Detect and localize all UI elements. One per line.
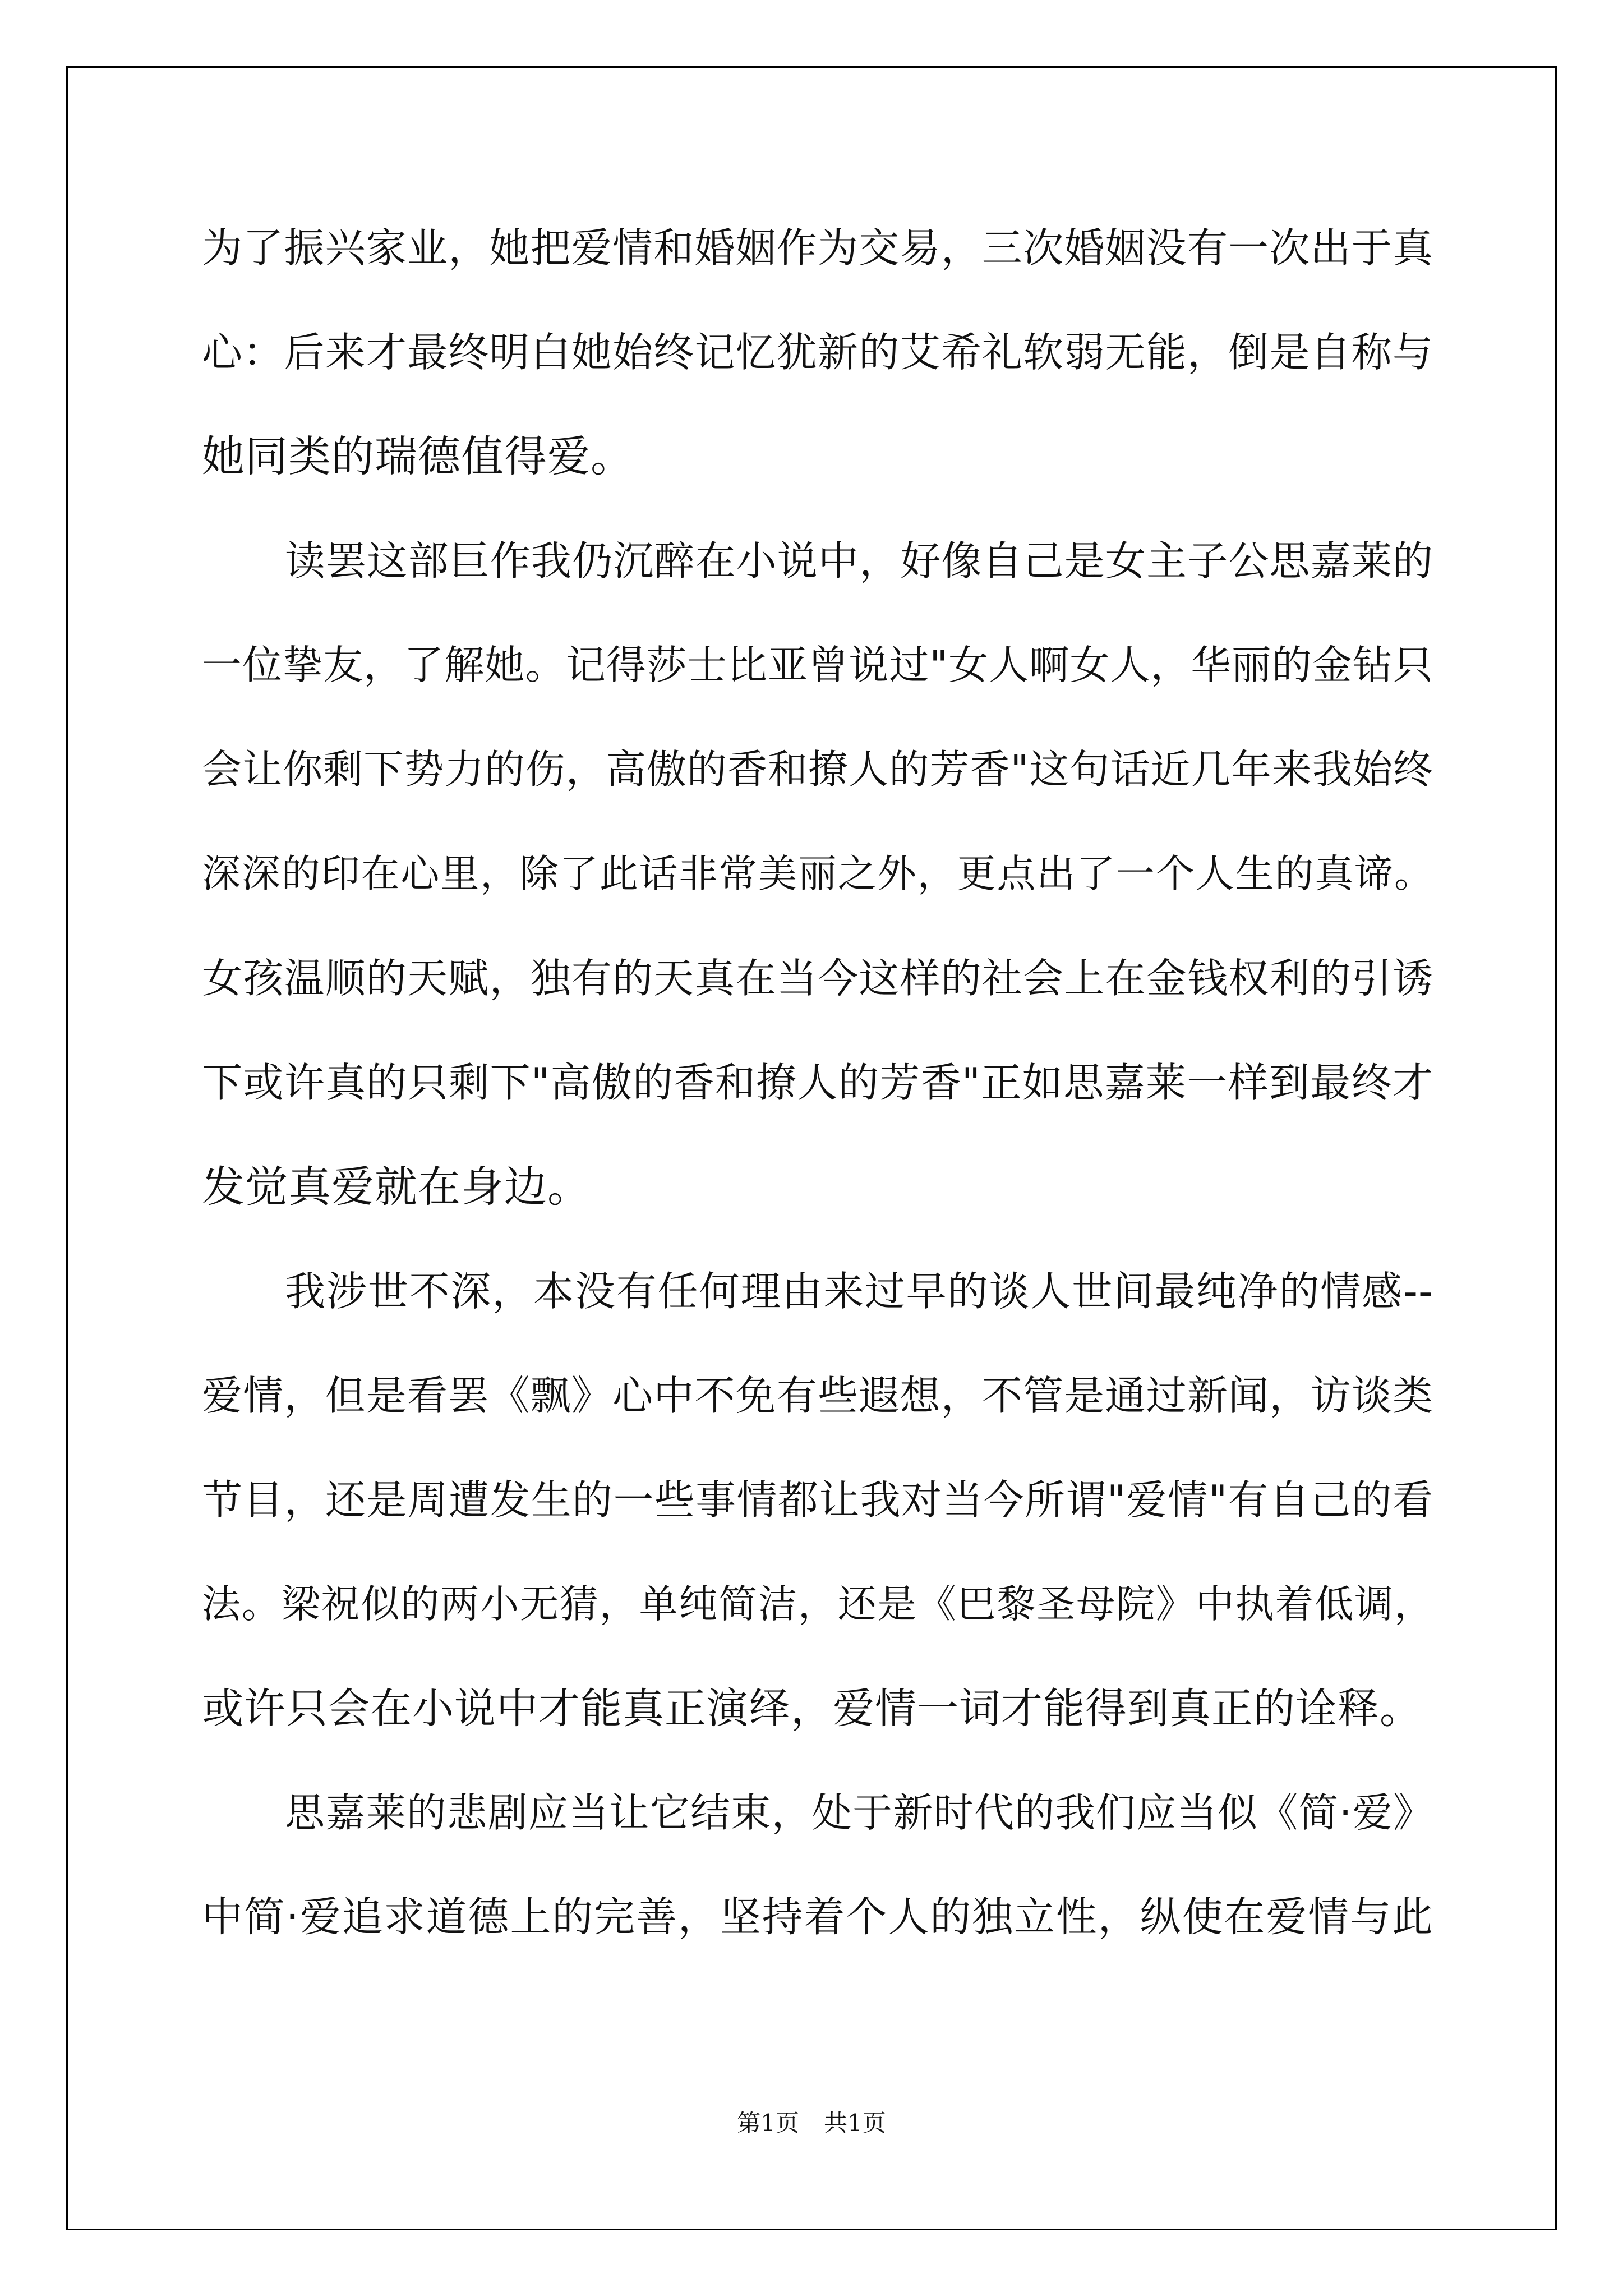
text-line: 思嘉莱的悲剧应当让它结束，处于新时代的我们应当似《简·爱》: [285, 1789, 1433, 1836]
text-line: 一位挚友，了解她。记得莎士比亚曾说过"女人啊女人，华丽的金钻只: [202, 642, 1433, 688]
text-line: 会让你剩下势力的伤，高傲的香和撩人的芳香"这句话近几年来我始终: [202, 746, 1433, 793]
page-footer: [0, 2105, 1623, 2138]
text-line: 发觉真爱就在身边。: [202, 1162, 591, 1212]
page-total: 共1页: [824, 2109, 886, 2137]
text-line: 爱情，但是看罢《飘》心中不免有些遐想，不管是通过新闻，访谈类: [202, 1372, 1433, 1419]
document-body: [202, 209, 1433, 1982]
text-line: 读罢这部巨作我仍沉醉在小说中，好像自己是女主子公思嘉莱的: [285, 537, 1433, 585]
text-line: 中简·爱追求道德上的完善，坚持着个人的独立性，纵使在爱情与此: [202, 1893, 1433, 1941]
text-line: 为了振兴家业，她把爱情和婚姻作为交易，三次婚姻没有一次出于真: [202, 224, 1433, 272]
text-line: 深深的印在心里，除了此话非常美丽之外，更点出了一个人生的真谛。: [202, 852, 1433, 896]
text-line: 她同类的瑞德值得爱。: [202, 431, 634, 481]
text-line: 节目，还是周遭发生的一些事情都让我对当今所谓"爱情"有自己的看: [202, 1476, 1433, 1524]
text-line: 心：后来才最终明白她始终记忆犹新的艾希礼软弱无能，倒是自称与: [202, 329, 1433, 376]
text-line: 我涉世不深，本没有任何理由来过早的谈人世间最纯净的情感--: [285, 1268, 1433, 1315]
text-line: 女孩温顺的天赋，独有的天真在当今这样的社会上在金钱权利的引诱: [202, 955, 1433, 1002]
text-line: 法。梁祝似的两小无猜，单纯简洁，还是《巴黎圣母院》中执着低调，: [202, 1582, 1433, 1627]
page-number: 第1页: [737, 2109, 799, 2137]
text-line: 下或许真的只剩下"高傲的香和撩人的芳香"正如思嘉莱一样到最终才: [202, 1059, 1433, 1106]
text-line: 或许只会在小说中才能真正演绎，爱情一词才能得到真正的诠释。: [202, 1685, 1422, 1733]
